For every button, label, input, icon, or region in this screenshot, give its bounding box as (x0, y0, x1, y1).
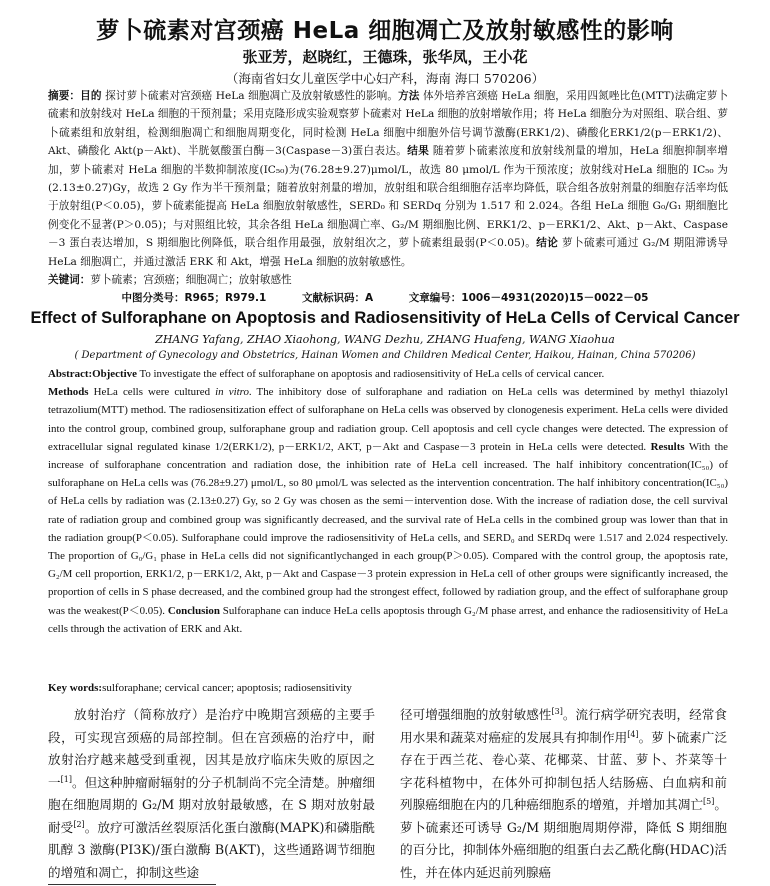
methods-en-label: Methods (48, 386, 89, 399)
conclusion-label: 结论 (536, 237, 559, 250)
objective-en-label: Objective (92, 368, 137, 380)
results-text: 随着萝卜硫素浓度和放射线剂量的增加，HeLa 细胞抑制率增加，萝卜硫素对 HeLa 细胞的半数抑制浓度(IC₅₀)为(76.28±9.27)μmol/L，故选 80 μmol/L 作为干预浓度；放射线对HeLa 细胞的 IC₅₀ 为(2.13±0.27)Gy，故选 2 Gy 作为半干预剂量；随着放射剂量的增加，放射组和联合组细胞存活率均降低，联合组各放射剂量的细胞存活率均低于放射组(P＜0.05)，萝卜硫素能提高 HeLa 细胞放射敏感性，SERD₀ 和 SERDq 分别为 1.517 和 2.024。各组 HeLa 细胞 G₀/G₁ 期细胞比例变化不显著(P＞0.05)；与对照组比较，其余各组 HeLa 细胞凋亡率、G₂/M 期细胞比例、ERK1/2、p－ERK1/2、Akt、p－Akt、Caspase－3 蛋白表达增加，S 期细胞比例降低，联合组作用最强，放射组次之，萝卜硫素组最弱(P＜0.05)。 (48, 145, 728, 250)
keywords-label: 关键词： (48, 274, 91, 286)
keywords-text: 萝卜硫素；宫颈癌；细胞凋亡；放射敏感性 (90, 274, 292, 286)
citation-1[interactable]: [1] (60, 774, 72, 784)
keywords-en-text: sulforaphane; cervical cancer; apoptosis; radiosensitivity (102, 682, 352, 694)
body-left-column (48, 704, 375, 884)
citation-2[interactable]: [2] (73, 819, 85, 829)
abstract-chinese (48, 87, 728, 271)
methods-label: 方法 (398, 90, 420, 102)
body-right-text-4: 。萝卜硫素还可诱导 G₂/M 期细胞周期停滞，降低 S 期细胞的百分比，抑制体外癌细胞的组蛋白去乙酰化酶(HDAC)活性，并在体内延迟前列腺癌 (400, 797, 728, 880)
body-right-column (400, 704, 727, 884)
authors-english: ZHANG Yafang, ZHAO Xiaohong, WANG Dezhu, ZHANG Huafeng, WANG Xiaohua (155, 333, 615, 346)
conclusion-en-label: Conclusion (167, 604, 220, 617)
conclusion-text: 萝卜硫素可通过 G₂/M 期阻滞诱导 HeLa 细胞凋亡，并通过激活 ERK 和 Akt，增强 HeLa 细胞的放射敏感性。 (48, 237, 729, 268)
body-right-text-3: 。萝卜硫素广泛存在于西兰花、卷心菜、花椰菜、甘蓝、萝卜、芥菜等十字花科植物中，在体外可抑制包括人结肠癌、白血病和前列腺癌细胞在内的几种癌细胞系的增殖，并增加其凋亡 (400, 729, 728, 812)
objective-label: 目的 (80, 90, 102, 102)
footnote-rule (48, 884, 216, 885)
citation-5[interactable]: [5] (703, 796, 715, 806)
clc-number: 中图分类号：R965；R979.1 (121, 292, 267, 304)
results-en-text: With the increase of sulforaphane concentration and radiation dose, the inhibition rate of HeLa cell increased. The half inhibitory concentration(IC₅₀) of sulforaphane on HeLa cells was (76.28±9.27) μmol/L, so 80 μmol/L was selected as the intervention concentration. The half inhibitory concentration(IC₅₀) of HeLa cells by radiation was (2.13±0.27) Gy, so 2 Gy was chosen as the semi－intervention dose. With the increase of radiation dose, the cell survival rate of radiation group and combined group was significantly decreased, and the survival rate of HeLa cells in the combined group was lower than that in the radiation group(P＜0.05). Sulforaphane could improve the radiosensitivity of HeLa cells, and SERD₀ and SERDq were 1.517 and 2.024 respectively. The proportion of G₀/G₁ phase in HeLa cells did not significantlychanged in each group(P＞0.05). Compared with the control group, the apoptosis rate, G₂/M cell proportion, ERK1/2, p－ERK1/2, Akt, p－Akt and Caspase－3 protein expression in HeLa cell of other groups were significantly increased, the proportion of cells in S phase decreased, and the combined group had the strongest effect, followed by radiation group, and the effect of sulforaphane group was the weakest(P＜0.05). (48, 440, 728, 617)
authors-chinese: 张亚芳，赵晓红，王德珠，张华凤，王小花 (242, 48, 528, 66)
document-code: 文献标识码：A (301, 292, 374, 304)
objective-en-text: To investigate the effect of sulforaphane on apoptosis and radiosensitivity of HeLa cells of cervical cancer. (139, 368, 605, 380)
body-right-text-1: 径可增强细胞的放射敏感性 (400, 707, 552, 722)
affiliation-english: ( Department of Gynecology and Obstetrics, Hainan Women and Children Medical Center, Haikou, Hainan, China 570206) (74, 350, 696, 361)
methods-en-text-2: . The inhibitory dose of sulforaphane and radiation on HeLa cells was determined by methyl thiazolyl tetrazolium(MTT) method. The radiosensitization effect of sulforaphane on HeLa cells was observed by clonogenesis experiment. HeLa cells were divided into the control group, combined group, sulforaphane group and radiation group. Cell apoptosis and cell cycle changes were detected. The expression of extracellular signal regulated kinase 1/2(ERK1/2), p－ERK1/2, AKT, p－Akt and Caspase－3 protein in HeLa cells were detected. (48, 386, 728, 453)
abstract-en-label: Abstract: (48, 368, 93, 380)
results-label: 结果 (407, 145, 430, 158)
title-english: Effect of Sulforaphane on Apoptosis and Radiosensitivity of HeLa Cells of Cervical Cancer (30, 309, 740, 327)
title-chinese: 萝卜硫素对宫颈癌 HeLa 细胞凋亡及放射敏感性的影响 (96, 18, 674, 44)
body-left-text-1: 放射治疗（简称放疗）是治疗中晚期宫颈癌的主要手段，可实现宫颈癌的局部控制。但在宫颈癌的治疗中，耐放射治疗越来越受到重视，因其是放疗临床失败的原因之一 (48, 707, 375, 790)
affiliation-chinese: （海南省妇女儿童医学中心妇产科，海南 海口 570206） (225, 71, 545, 86)
citation-3[interactable]: [3] (551, 706, 563, 716)
citation-4[interactable]: [4] (627, 729, 639, 739)
body-left-text-3: 。放疗可激活丝裂原活化蛋白激酶(MAPK)和磷脂酰肌醇 3 激酶(PI3K)/蛋白激酶 B(AKT)，这些通路调节细胞的增殖和凋亡，抑制这些途 (48, 819, 376, 880)
keywords-english (48, 679, 728, 697)
keywords-chinese (48, 271, 728, 289)
article-number: 文章编号：1006－4931(2020)15－0022－05 (408, 292, 649, 304)
conclusion-en-text: Sulforaphane can induce HeLa cells apoptosis through G₂/M phase arrest, and enhance the radiosensitivity of HeLa cells through the activation of ERK and Akt. (48, 604, 729, 635)
methods-en-text-1: HeLa cells were cultured (93, 386, 211, 399)
classification-line (0, 290, 770, 305)
abstract-label: 摘要： (48, 90, 81, 102)
objective-text: 探讨萝卜硫素对宫颈癌 HeLa 细胞凋亡及放射敏感性的影响。 (105, 90, 399, 102)
results-en-label: Results (650, 440, 685, 453)
body-right-text-2: 。流行病学研究表明，经常食用水果和蔬菜对癌症的发展具有抑制作用 (400, 707, 728, 745)
methods-en-italic: in vitro (215, 386, 249, 399)
keywords-en-label: Key words: (48, 682, 103, 694)
abstract-english (48, 365, 728, 638)
body-left-text-2: 。但这种肿瘤耐辐射的分子机制尚不完全清楚。肿瘤细胞在细胞周期的 G₂/M 期对放射最敏感，在 S 期对放射最耐受 (48, 774, 376, 835)
methods-text: 体外培养宫颈癌 HeLa 细胞，采用四氮唑比色(MTT)法确定萝卜硫素和放射线对 HeLa 细胞的干预剂量；采用克隆形成实验观察萝卜硫素对 HeLa 细胞的放射增敏作用；将 HeLa 细胞分为对照组、联合组、萝卜硫素组和放射组，检测细胞凋亡和细胞周期变化，同时检测 HeLa 细胞中细胞外信号调节激酶(ERK1/2)、磷酸化ERK1/2(p－ERK1/2)、Akt、磷酸化 Akt(p－Akt)、半胱氨酸蛋白酶－3(Caspase－3)蛋白表达。 (48, 90, 729, 158)
